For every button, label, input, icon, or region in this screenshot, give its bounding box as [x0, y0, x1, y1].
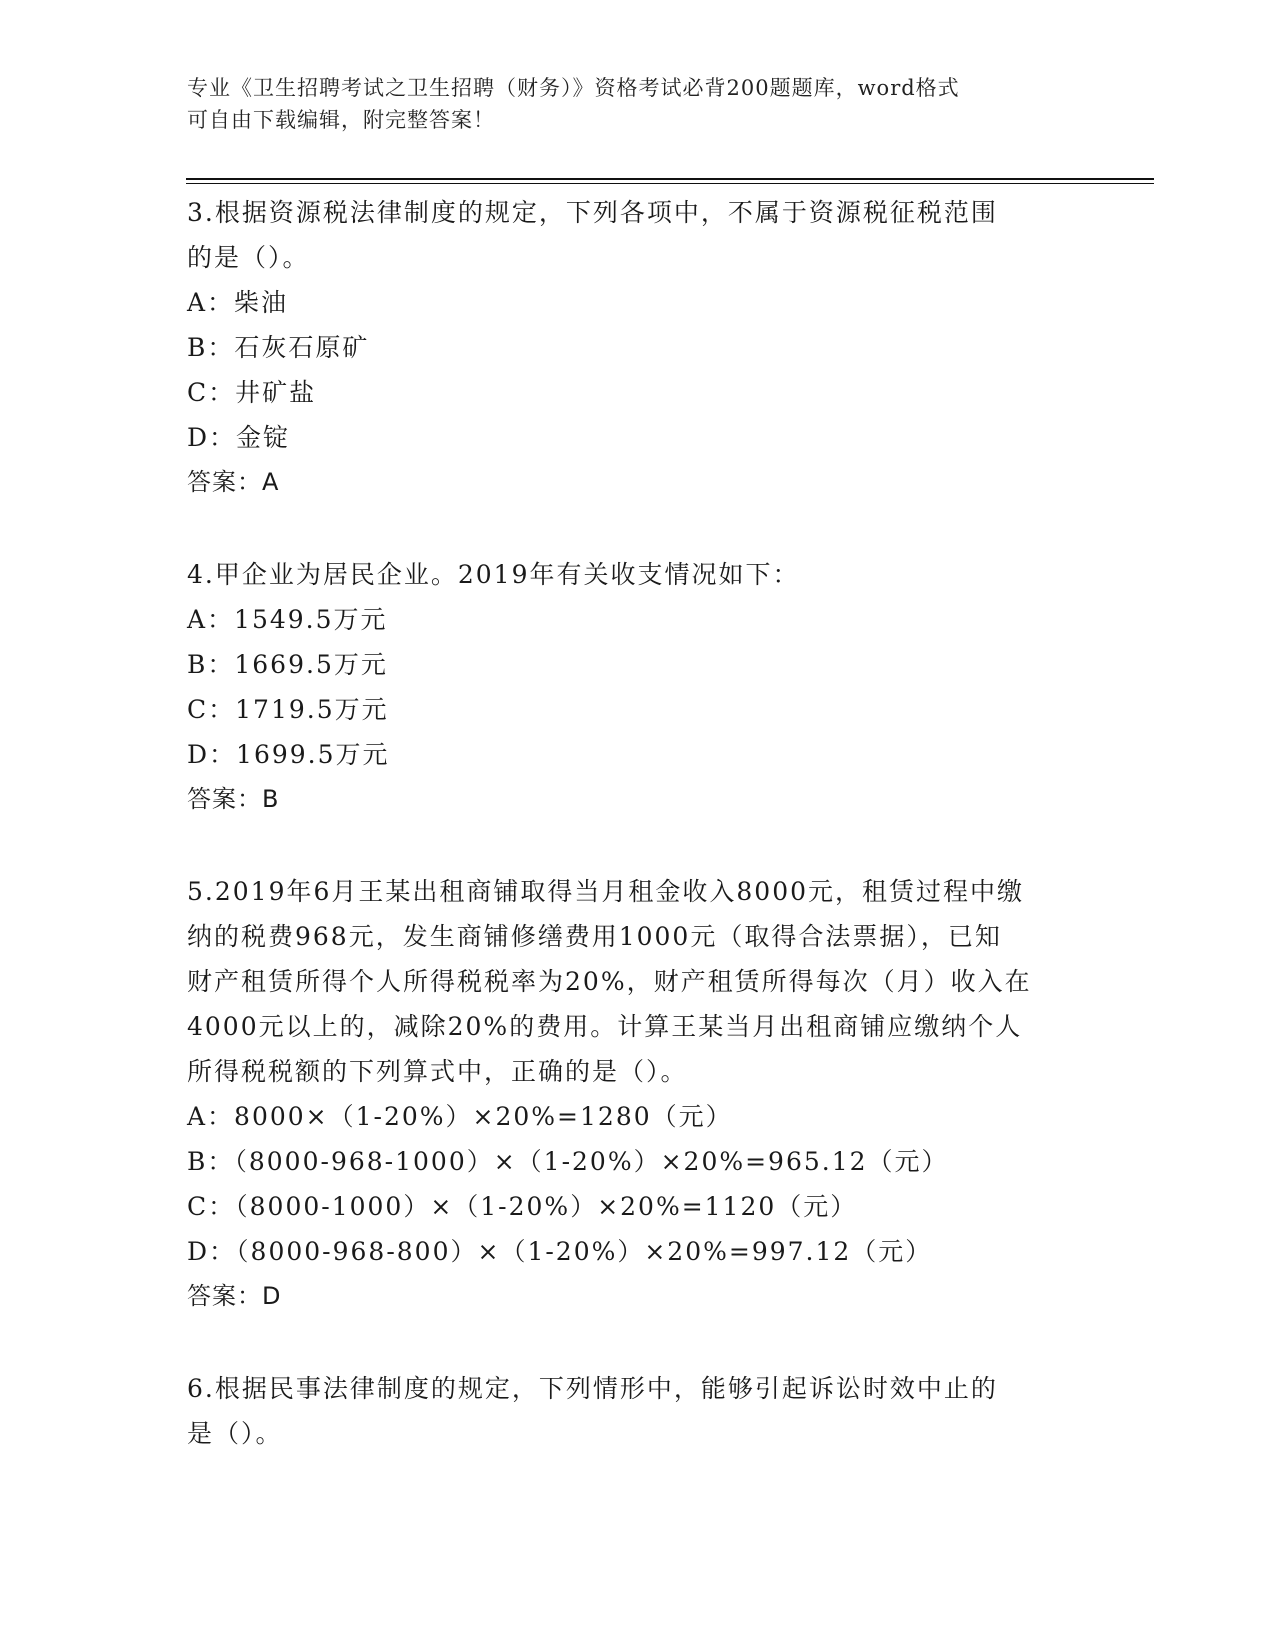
question-text-line: 4000元以上的，减除20%的费用。计算王某当月出租商铺应缴纳个人	[187, 1012, 1023, 1041]
answer-line: 答案：B	[187, 785, 280, 813]
document-header	[187, 72, 1087, 136]
question-5	[187, 869, 1087, 1319]
option-a: A：柴油	[187, 288, 289, 317]
header-divider-thick	[186, 178, 1154, 180]
header-line-1: 专业《卫生招聘考试之卫生招聘（财务）》资格考试必背200题题库，word格式	[187, 76, 960, 100]
question-4	[187, 552, 1087, 822]
question-text-line: 5.2019年6月王某出租商铺取得当月租金收入8000元，租赁过程中缴	[187, 877, 1025, 906]
option-a: A：1549.5万元	[187, 605, 388, 634]
option-b: B：石灰石原矿	[187, 333, 370, 362]
answer-line: 答案：D	[187, 1282, 282, 1310]
question-text-line: 纳的税费968元，发生商铺修缮费用1000元（取得合法票据），已知	[187, 922, 1002, 951]
question-list	[187, 190, 1087, 1456]
option-d: D：（8000-968-800）×（1-20%）×20%=997.12（元）	[187, 1237, 933, 1266]
option-c: C：井矿盐	[187, 378, 317, 407]
option-a: A：8000×（1-20%）×20%=1280（元）	[187, 1102, 733, 1131]
question-text-line: 6.根据民事法律制度的规定，下列情形中，能够引起诉讼时效中止的	[187, 1374, 998, 1403]
header-divider-thin	[186, 183, 1154, 184]
option-b: B：（8000-968-1000）×（1-20%）×20%=965.12（元）	[187, 1147, 949, 1176]
answer-line: 答案：A	[187, 468, 280, 496]
option-d: D：1699.5万元	[187, 740, 390, 769]
question-text-line: 是（）。	[187, 1419, 283, 1448]
question-spacer	[187, 822, 1087, 869]
header-line-2: 可自由下载编辑，附完整答案！	[187, 108, 495, 132]
question-3	[187, 190, 1087, 505]
option-c: C：（8000-1000）×（1-20%）×20%=1120（元）	[187, 1192, 858, 1221]
question-text-line: 4.甲企业为居民企业。2019年有关收支情况如下：	[187, 560, 800, 589]
question-text-line: 财产租赁所得个人所得税税率为20%，财产租赁所得每次（月）收入在	[187, 967, 1032, 996]
option-c: C：1719.5万元	[187, 695, 389, 724]
question-text-line: 的是（）。	[187, 243, 310, 272]
option-b: B：1669.5万元	[187, 650, 388, 679]
option-d: D：金锭	[187, 423, 291, 452]
question-text-line: 3.根据资源税法律制度的规定，下列各项中，不属于资源税征税范围	[187, 198, 998, 227]
question-text-line: 所得税税额的下列算式中，正确的是（）。	[187, 1057, 688, 1086]
question-6	[187, 1366, 1087, 1456]
question-spacer	[187, 1319, 1087, 1366]
question-spacer	[187, 505, 1087, 552]
